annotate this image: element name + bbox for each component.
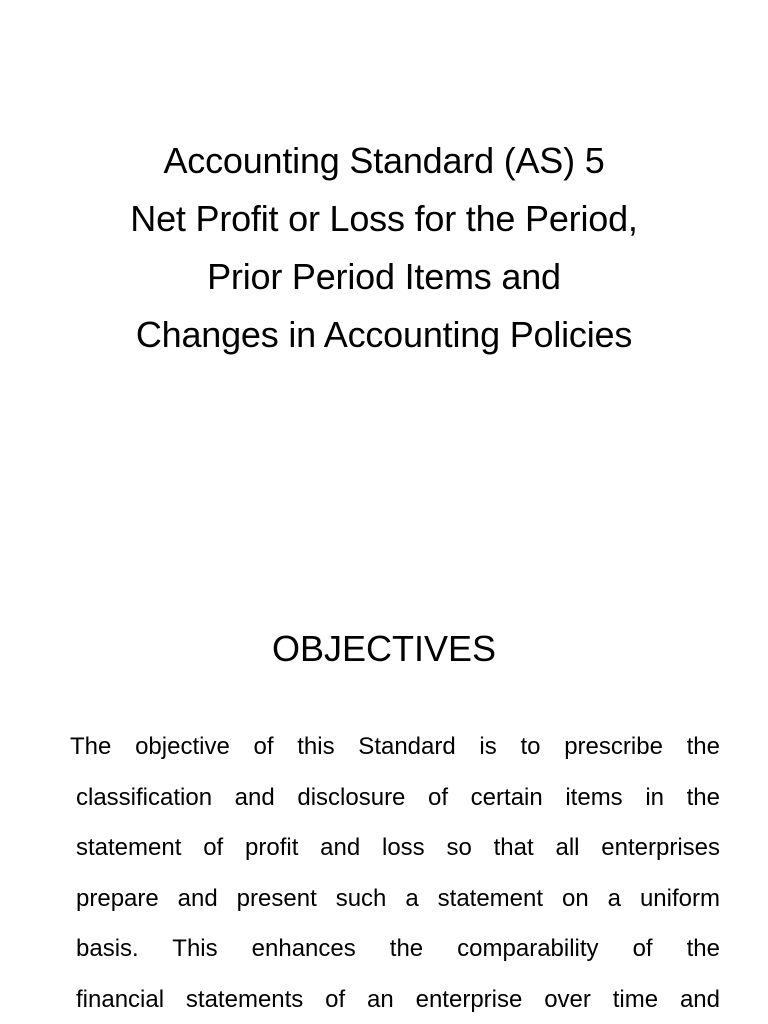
objectives-paragraph (70, 722, 720, 1024)
title-line-4: Changes in Accounting Policies (135, 314, 633, 355)
paragraph-line-4: prepare and present such a statement on a uniform (76, 884, 720, 912)
title-line-2: Net Profit or Loss for the Period, (130, 198, 638, 239)
paragraph-line-2: classification and disclosure of certain items in the (76, 783, 720, 811)
paragraph-line-6: financial statements of an enterprise over time and (76, 985, 720, 1013)
paragraph-line-3: statement of profit and loss so that all enterprises (76, 834, 720, 861)
title-line-3: Prior Period Items and (207, 256, 561, 297)
paragraph-line-1: The objective of this Standard is to prescribe the (70, 733, 720, 760)
document-title (0, 132, 768, 364)
objectives-heading: OBJECTIVES (271, 628, 497, 669)
paragraph-line-5: basis. This enhances the comparability of the (76, 935, 720, 962)
title-line-1: Accounting Standard (AS) 5 (163, 140, 605, 181)
